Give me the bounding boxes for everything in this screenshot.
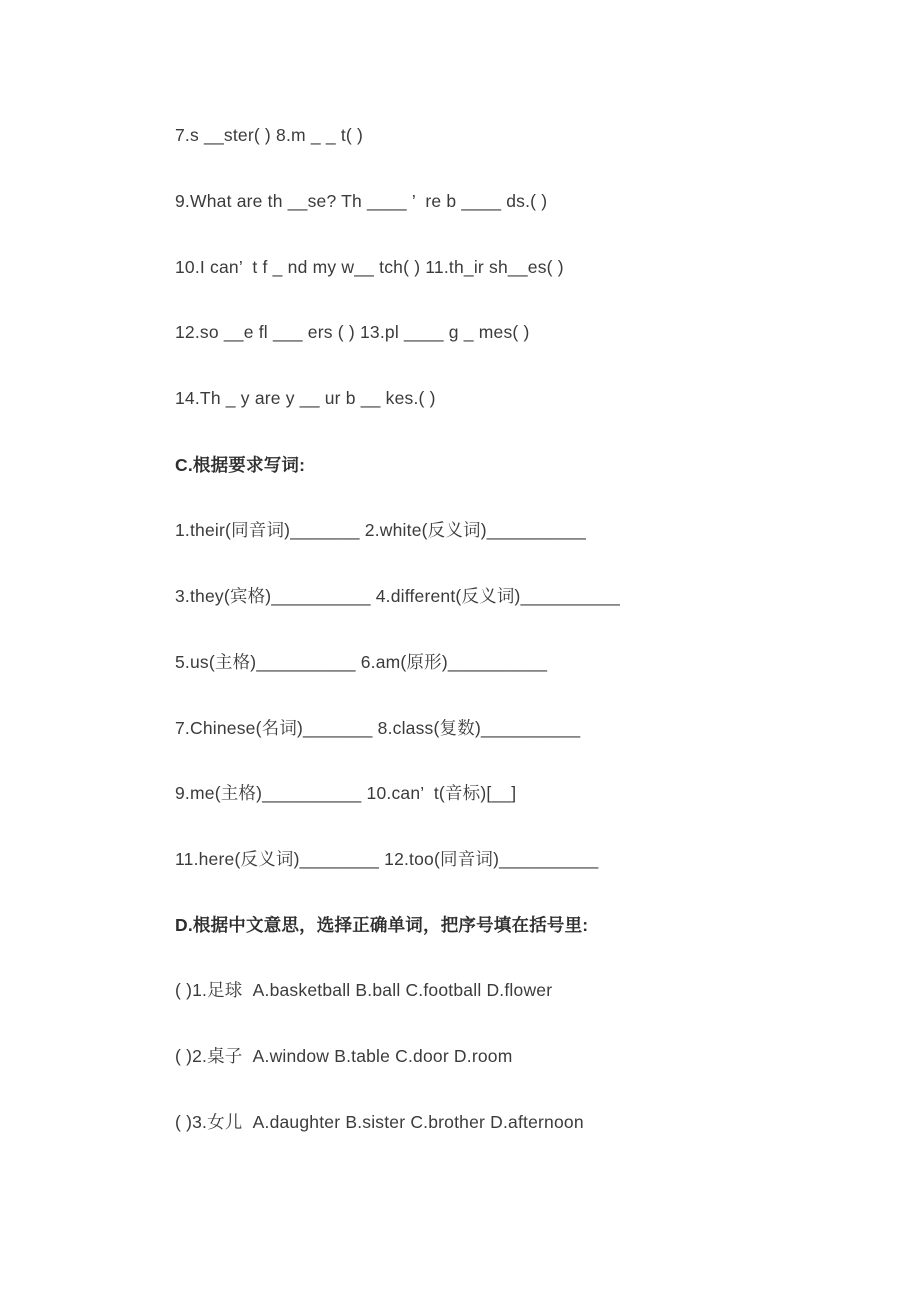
section-heading-c: C.根据要求写词: xyxy=(175,454,306,475)
worksheet-line: 3.they(宾格)__________ 4.different(反义词)__________ xyxy=(175,586,620,607)
worksheet-line: 11.here(反义词)________ 12.too(同音词)__________ xyxy=(175,848,599,869)
worksheet-line: 12.so __e fl ___ ers ( ) 13.pl ____ g _ mes( ) xyxy=(175,322,530,343)
worksheet-line: ( )1.足球 A.basketball B.ball C.football D.flower xyxy=(175,980,553,1001)
worksheet-line: 9.What are th __se? Th ____ ’ re b ____ ds.( ) xyxy=(175,191,548,212)
worksheet-line: 5.us(主格)__________ 6.am(原形)__________ xyxy=(175,651,548,672)
section-heading-d: D.根据中文意思，选择正确单词，把序号填在括号里: xyxy=(175,914,589,935)
worksheet-line: 14.Th _ y are y __ ur b __ kes.( ) xyxy=(175,388,436,409)
worksheet-line: 9.me(主格)__________ 10.can’ t(音标)[__] xyxy=(175,783,517,804)
worksheet-line: ( )3.女儿 A.daughter B.sister C.brother D.afternoon xyxy=(175,1111,584,1132)
worksheet-line: 1.their(同音词)_______ 2.white(反义词)__________ xyxy=(175,520,587,541)
worksheet-line: 10.I can’ t f _ nd my w__ tch( ) 11.th_ir sh__es( ) xyxy=(175,256,564,277)
worksheet-line: ( )2.桌子 A.window B.table C.door D.room xyxy=(175,1045,513,1066)
worksheet-line: 7.s __ster( ) 8.m _ _ t( ) xyxy=(175,125,364,146)
worksheet-line: 7.Chinese(名词)_______ 8.class(复数)__________ xyxy=(175,717,581,738)
